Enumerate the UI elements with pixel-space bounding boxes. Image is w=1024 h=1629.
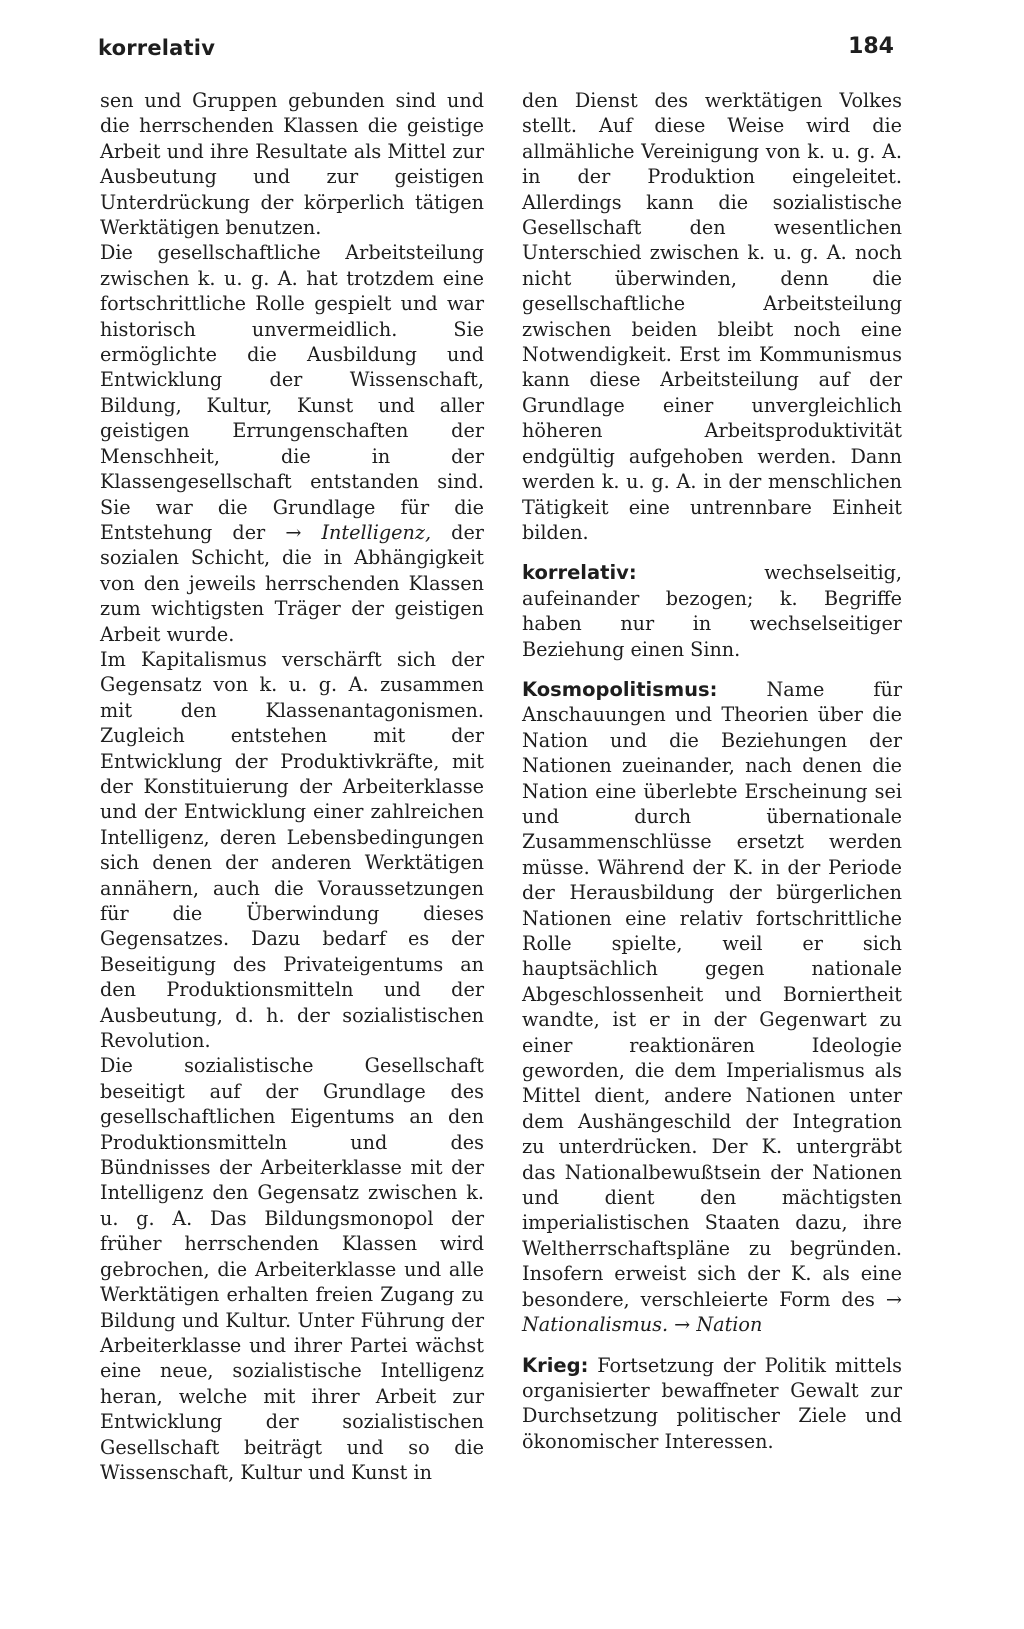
right-column xyxy=(522,88,902,1454)
paragraph: sen und Gruppen gebunden sind und die herrschenden Klassen die geistige Arbeit und ihre Resultate als Mittel zur Ausbeutung und zur geistigen Unterdrückung der körperlich tätigen Werktätigen benutzen. xyxy=(100,89,484,240)
cross-reference-nation: Nation xyxy=(696,1313,763,1337)
paragraph-text: der sozialen Schicht, die in Abhängigkeit von den jeweils herrschenden Klassen zum wichtigsten Träger der geistigen Arbeit wurde. xyxy=(100,520,484,646)
entry-lemma: korrelativ: xyxy=(522,561,637,585)
entry-definition: wechselseitig, aufeinander bezogen; k. Begriffe haben nur in wechselseitiger Beziehung einen Sinn. xyxy=(522,561,902,661)
entry-krieg xyxy=(522,1353,902,1455)
entry-definition: Name für Anschauungen und Theorien über die Nation und die Beziehungen der Nationen zueinander, nach denen die Nation eine überlebte Erscheinung sei und durch übernationale Zusammenschlüsse ersetzt werden müsse. Während der K. in der Periode der Herausbildung der bürgerlichen Nationen eine relativ fortschrittliche Rolle spielte, weil er sich hauptsächlich gegen nationale Abgeschlossenheit und Borniertheit wandte, ist er in der Gegenwart zu einer reaktionären Ideologie geworden, die dem Imperialismus als Mittel dient, andere Nationen unter dem Aushängeschild der Integration zu unterdrücken. Der K. untergräbt das Nationalbewußtsein der Nationen und dient den mächtigsten imperialistischen Staaten dazu, ihre Weltherrschaftspläne zu begründen. Insofern erweist sich der K. als eine besondere, verschleierte Form des xyxy=(522,677,902,1311)
paragraph: Die sozialistische Gesellschaft beseitigt auf der Grundlage des gesellschaftlichen Eigentums an den Produktionsmitteln und des Bündnisses der Arbeiterklasse mit der Intelligenz den Gegensatz zwischen k. u. g. A. Das Bildungsmonopol der früher herrschenden Klassen wird gebrochen, die Arbeiterklasse und alle Werktätigen erhalten freien Zugang zu Bildung und Kultur. Unter Führung der Arbeiterklasse und ihrer Partei wächst eine neue, sozialistische Intelligenz heran, welche mit ihrer Arbeit zur Entwicklung der sozialistischen Gesellschaft beiträgt und so die Wissenschaft, Kultur und Kunst in xyxy=(100,1054,484,1484)
running-head: korrelativ xyxy=(98,36,216,60)
cross-reference-nationalismus: Nationalismus. xyxy=(522,1313,669,1337)
page-number: 184 xyxy=(848,34,894,59)
paragraph xyxy=(100,240,484,647)
paragraph: den Dienst des werktätigen Volkes stellt. Auf diese Weise wird die allmähliche Vereinigung von k. u. g. A. in der Produktion eingeleitet. Allerdings kann die sozialistische Gesellschaft den wesentlichen Unterschied zwischen k. u. g. A. noch nicht überwinden, denn die gesellschaftliche Arbeitsteilung zwischen beiden bleibt noch eine Notwendigkeit. Erst im Kommunismus kann diese Arbeitsteilung auf der Grundlage einer unvergleichlich höheren Arbeitsproduktivität endgültig aufgehoben werden. Dann werden k. u. g. A. in der menschlichen Tätigkeit eine untrennbare Einheit bilden. xyxy=(522,89,902,544)
entry-kosmopolitismus xyxy=(522,677,902,1338)
cross-reference-intelligenz: Intelligenz, xyxy=(321,520,432,544)
entry-lemma: Kosmopolitismus: xyxy=(522,677,718,701)
entry-korrelativ xyxy=(522,560,902,662)
paragraph-text: Die gesellschaftliche Arbeitsteilung zwischen k. u. g. A. hat trotzdem eine fortschrittliche Rolle gespielt und war historisch unvermeidlich. Sie ermöglichte die Ausbildung und Entwicklung der Wissenschaft, Bildung, Kultur, Kunst und aller geistigen Errungenschaften der Menschheit, die in der Klassengesellschaft entstanden sind. Sie war die Grundlage für die Entstehung der xyxy=(100,241,484,544)
left-column xyxy=(100,88,484,1485)
paragraph: Im Kapitalismus verschärft sich der Gegensatz von k. u. g. A. zusammen mit den Klassenantagonismen. Zugleich entstehen mit der Entwicklung der Produktivkräfte, mit der Konstituierung der Arbeiterklasse und der Entwicklung einer zahlreichen Intelligenz, deren Lebensbedingungen sich denen der anderen Werktätigen annähern, auch die Voraussetzungen für die Überwindung dieses Gegensatzes. Dazu bedarf es der Beseitigung des Privateigentums an den Produktionsmitteln und der Ausbeutung, d. h. der sozialistischen Revolution. xyxy=(100,647,484,1053)
entry-definition: Fortsetzung der Politik mittels organisierter bewaffneter Gewalt zur Durchsetzung politischer Ziele und ökonomischer Interessen. xyxy=(522,1353,902,1453)
entry-lemma: Krieg: xyxy=(522,1353,589,1377)
cross-reference-arrow-icon: → xyxy=(885,1287,902,1311)
cross-reference-arrow-icon: → xyxy=(674,1313,691,1337)
cross-reference-arrow-icon: → xyxy=(285,520,302,544)
